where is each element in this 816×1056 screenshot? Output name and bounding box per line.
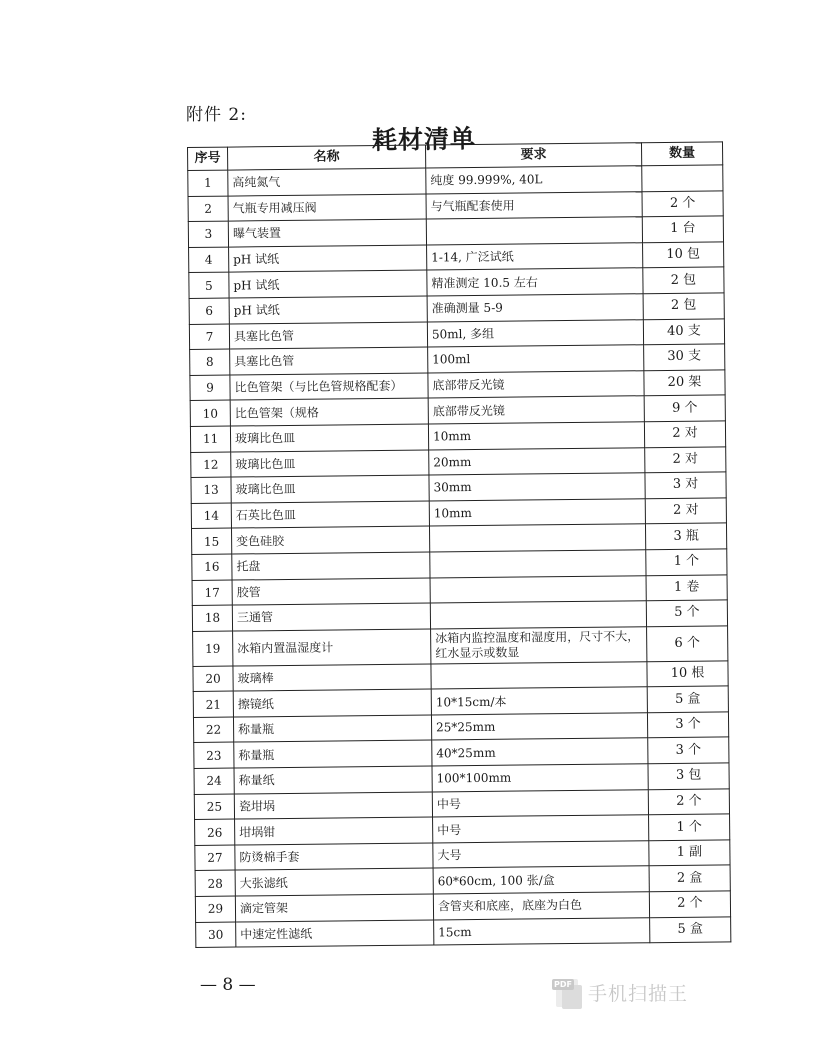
cell-seq: 12 bbox=[191, 452, 231, 478]
cell-seq: 19 bbox=[193, 631, 233, 666]
cell-seq: 1 bbox=[188, 170, 228, 196]
cell-quantity: 3 个 bbox=[647, 712, 728, 738]
cell-quantity: 20 架 bbox=[644, 370, 725, 396]
consumables-table-wrapper bbox=[187, 141, 731, 948]
cell-requirement: 40*25mm bbox=[432, 738, 648, 766]
cell-seq: 7 bbox=[189, 324, 229, 350]
cell-quantity: 10 包 bbox=[643, 242, 724, 268]
cell-name: 大张滤纸 bbox=[235, 868, 433, 896]
cell-requirement bbox=[430, 601, 646, 629]
cell-seq: 20 bbox=[193, 666, 233, 692]
cell-quantity: 1 台 bbox=[642, 216, 723, 242]
cell-requirement: 1-14, 广泛试纸 bbox=[427, 243, 643, 271]
header-seq: 序号 bbox=[188, 147, 228, 170]
cell-quantity: 1 个 bbox=[646, 549, 727, 575]
cell-quantity: 9 个 bbox=[644, 395, 725, 421]
cell-requirement: 10mm bbox=[429, 498, 645, 526]
cell-requirement bbox=[429, 524, 645, 552]
cell-requirement bbox=[430, 550, 646, 578]
page-number: — 8 — bbox=[200, 975, 256, 995]
cell-requirement: 冰箱内监控温度和湿度用，尺寸不大，红水显示或数显 bbox=[431, 626, 647, 663]
cell-name: 中速定性滤纸 bbox=[236, 920, 434, 948]
cell-quantity: 3 个 bbox=[648, 737, 729, 763]
cell-requirement: 10mm bbox=[428, 422, 644, 450]
cell-quantity: 1 个 bbox=[649, 814, 730, 840]
watermark-text: 手机扫描王 bbox=[588, 982, 689, 1005]
cell-seq: 29 bbox=[195, 896, 235, 922]
cell-name: 具塞比色管 bbox=[230, 347, 428, 375]
cell-seq: 3 bbox=[188, 221, 228, 247]
cell-requirement: 与气瓶配套使用 bbox=[426, 191, 642, 219]
cell-seq: 5 bbox=[189, 272, 229, 298]
cell-seq: 11 bbox=[190, 426, 230, 452]
cell-quantity: 1 卷 bbox=[646, 574, 727, 600]
table-row bbox=[196, 916, 731, 947]
header-quantity: 数量 bbox=[641, 142, 722, 166]
cell-name: pH 试纸 bbox=[229, 296, 427, 324]
cell-seq: 28 bbox=[195, 870, 235, 896]
cell-name: 三通管 bbox=[232, 603, 430, 631]
cell-quantity: 5 个 bbox=[646, 600, 727, 626]
page-title: 耗材清单 bbox=[371, 124, 477, 155]
cell-name: 曝气装置 bbox=[228, 219, 426, 247]
header-name: 名称 bbox=[228, 145, 426, 170]
cell-seq: 9 bbox=[190, 375, 230, 401]
cell-seq: 2 bbox=[188, 196, 228, 222]
cell-name: 比色管架（与比色管规格配套） bbox=[230, 373, 428, 401]
cell-quantity: 3 对 bbox=[645, 472, 726, 498]
cell-requirement: 纯度 99.999%, 40L bbox=[426, 166, 642, 194]
cell-name: 高纯氮气 bbox=[228, 168, 426, 196]
cell-quantity: 2 个 bbox=[642, 190, 723, 216]
cell-name: 防烫棉手套 bbox=[235, 843, 433, 871]
cell-requirement: 30mm bbox=[429, 473, 645, 501]
cell-name: 变色硅胶 bbox=[231, 526, 429, 554]
cell-requirement: 大号 bbox=[433, 841, 649, 869]
cell-requirement: 100*100mm bbox=[432, 764, 648, 792]
cell-requirement: 含管夹和底座，底座为白色 bbox=[433, 892, 649, 920]
cell-quantity bbox=[642, 165, 723, 191]
cell-requirement: 准确测量 5-9 bbox=[427, 294, 643, 322]
cell-quantity: 2 对 bbox=[645, 498, 726, 524]
cell-name: 瓷坩埚 bbox=[234, 792, 432, 820]
cell-seq: 23 bbox=[194, 743, 234, 769]
cell-quantity: 3 包 bbox=[648, 763, 729, 789]
cell-name: 石英比色皿 bbox=[231, 501, 429, 529]
cell-quantity: 40 支 bbox=[643, 318, 724, 344]
cell-quantity: 3 瓶 bbox=[645, 523, 726, 549]
cell-seq: 25 bbox=[194, 794, 234, 820]
cell-requirement: 中号 bbox=[433, 815, 649, 843]
cell-seq: 14 bbox=[191, 503, 231, 529]
cell-requirement: 10*15cm/本 bbox=[431, 687, 647, 715]
cell-requirement: 底部带反光镜 bbox=[428, 396, 644, 424]
cell-quantity: 30 支 bbox=[644, 344, 725, 370]
cell-seq: 8 bbox=[190, 349, 230, 375]
cell-requirement bbox=[426, 217, 642, 245]
cell-seq: 17 bbox=[192, 580, 232, 606]
cell-name: pH 试纸 bbox=[229, 245, 427, 273]
cell-quantity: 10 根 bbox=[647, 661, 728, 687]
cell-requirement: 25*25mm bbox=[431, 713, 647, 741]
cell-name: 玻璃比色皿 bbox=[231, 475, 429, 503]
cell-name: 托盘 bbox=[232, 552, 430, 580]
cell-seq: 27 bbox=[195, 845, 235, 871]
cell-seq: 13 bbox=[191, 477, 231, 503]
pdf-icon-tag: PDF bbox=[554, 980, 572, 989]
cell-seq: 18 bbox=[192, 605, 232, 631]
cell-name: 气瓶专用减压阀 bbox=[228, 194, 426, 222]
cell-quantity: 5 盒 bbox=[647, 686, 728, 712]
cell-requirement: 15cm bbox=[434, 917, 650, 945]
pdf-icon bbox=[552, 975, 582, 1009]
cell-name: pH 试纸 bbox=[229, 270, 427, 298]
cell-quantity: 2 包 bbox=[643, 267, 724, 293]
cell-name: 玻璃比色皿 bbox=[230, 424, 428, 452]
cell-name: 坩埚钳 bbox=[235, 817, 433, 845]
scanner-watermark bbox=[552, 975, 688, 1009]
cell-seq: 4 bbox=[189, 247, 229, 273]
table-body bbox=[188, 165, 731, 948]
cell-name: 玻璃比色皿 bbox=[231, 450, 429, 478]
cell-quantity: 5 盒 bbox=[650, 916, 731, 942]
cell-requirement: 60*60cm, 100 张/盒 bbox=[433, 866, 649, 894]
cell-quantity: 2 对 bbox=[645, 446, 726, 472]
cell-name: 比色管架（规格 bbox=[230, 398, 428, 426]
cell-requirement: 20mm bbox=[429, 447, 645, 475]
cell-requirement: 100ml bbox=[428, 345, 644, 373]
cell-name: 擦镜纸 bbox=[233, 689, 431, 717]
header-requirement: 要求 bbox=[425, 143, 641, 168]
consumables-table bbox=[187, 141, 731, 948]
table-row bbox=[193, 626, 728, 667]
cell-quantity: 2 个 bbox=[648, 789, 729, 815]
cell-quantity: 2 包 bbox=[643, 293, 724, 319]
cell-name: 称量瓶 bbox=[234, 740, 432, 768]
cell-requirement: 中号 bbox=[432, 789, 648, 817]
cell-seq: 16 bbox=[192, 554, 232, 580]
cell-name: 玻璃棒 bbox=[233, 664, 431, 692]
cell-name: 滴定管架 bbox=[235, 894, 433, 922]
cell-seq: 30 bbox=[196, 922, 236, 948]
cell-requirement bbox=[431, 661, 647, 689]
cell-name: 胶管 bbox=[232, 577, 430, 605]
cell-quantity: 2 对 bbox=[644, 421, 725, 447]
cell-name: 称量瓶 bbox=[233, 715, 431, 743]
cell-requirement: 精准测定 10.5 左右 bbox=[427, 268, 643, 296]
cell-quantity: 2 盒 bbox=[649, 865, 730, 891]
cell-seq: 6 bbox=[189, 298, 229, 324]
cell-seq: 15 bbox=[191, 528, 231, 554]
cell-requirement: 底部带反光镜 bbox=[428, 370, 644, 398]
attachment-label: 附件 2: bbox=[186, 105, 247, 125]
cell-seq: 24 bbox=[194, 768, 234, 794]
cell-name: 称量纸 bbox=[234, 766, 432, 794]
cell-name: 具塞比色管 bbox=[229, 322, 427, 350]
cell-seq: 10 bbox=[190, 400, 230, 426]
cell-quantity: 6 个 bbox=[647, 626, 728, 662]
cell-seq: 22 bbox=[193, 717, 233, 743]
cell-quantity: 2 个 bbox=[649, 891, 730, 917]
cell-name: 冰箱内置温湿度计 bbox=[233, 629, 431, 666]
cell-quantity: 1 副 bbox=[649, 840, 730, 866]
cell-seq: 21 bbox=[193, 691, 233, 717]
cell-requirement: 50ml, 多组 bbox=[427, 319, 643, 347]
cell-requirement bbox=[430, 575, 646, 603]
cell-seq: 26 bbox=[195, 819, 235, 845]
